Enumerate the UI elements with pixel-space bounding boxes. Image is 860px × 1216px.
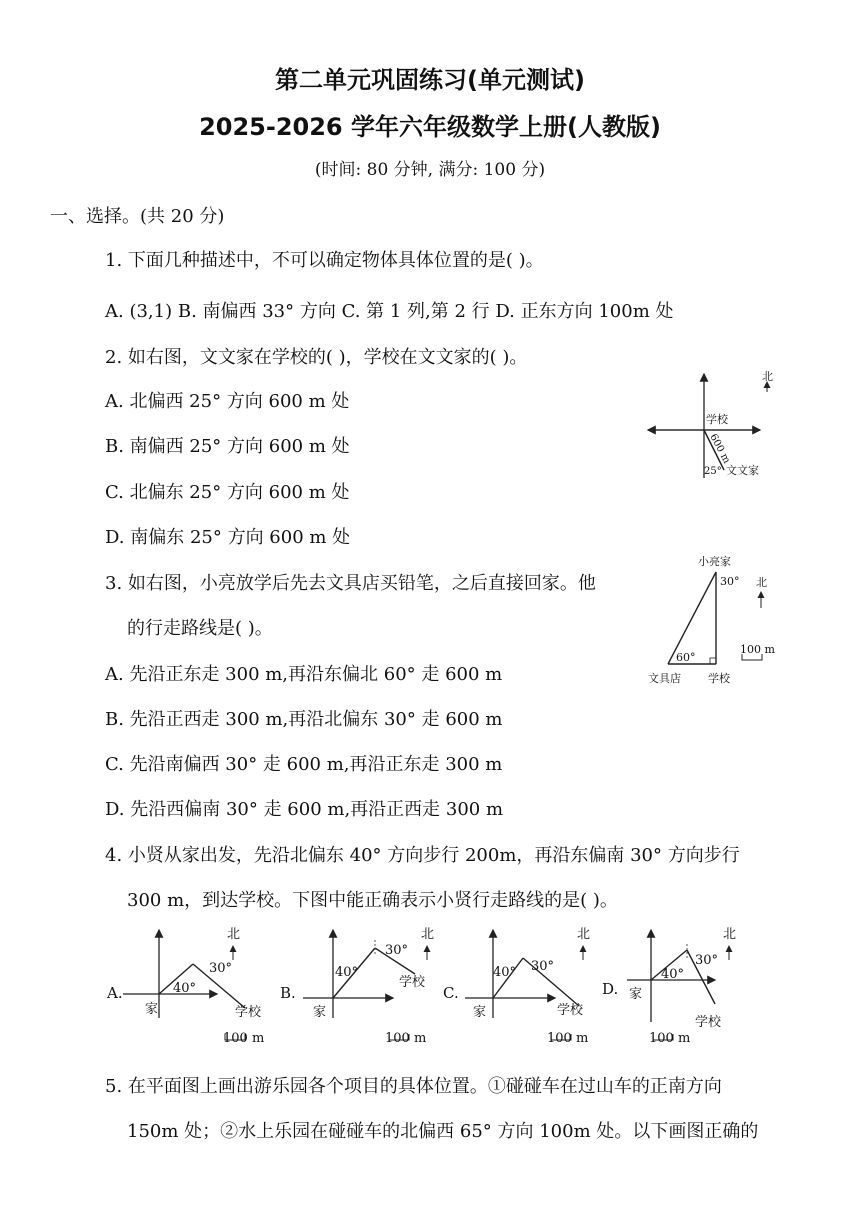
- q3-store-label: 文具店: [648, 672, 681, 685]
- svg-text:30°: 30°: [531, 959, 555, 974]
- svg-text:学校: 学校: [695, 1015, 722, 1030]
- q2-stem: 2. 如右图，文文家在学校的( )，学校在文文家的( )。: [105, 347, 528, 368]
- q2-figure: [640, 368, 790, 483]
- q3-option-a: A. 先沿正东走 300 m,再沿东偏北 60° 走 600 m: [105, 664, 503, 685]
- q3-option-d: D. 先沿西偏南 30° 走 600 m,再沿正西走 300 m: [105, 799, 504, 820]
- q4-figure-b: [280, 927, 434, 1046]
- svg-text:B.: B.: [280, 984, 296, 1002]
- svg-text:100 m: 100 m: [547, 1031, 589, 1046]
- q3-north-label: 北: [756, 576, 767, 589]
- svg-text:30°: 30°: [695, 953, 719, 968]
- q3-stem-line1: 3. 如右图，小亮放学后先去文具店买铅笔，之后直接回家。他: [105, 573, 596, 594]
- q4-figures: [95, 918, 825, 1058]
- q2-distance-label: 600 m: [707, 432, 732, 466]
- q3-scale-label: 100 m: [740, 643, 775, 656]
- svg-text:40°: 40°: [493, 965, 517, 980]
- q4-stem-line1: 4. 小贤从家出发，先沿北偏东 40° 方向步行 200m，再沿东偏南 30° 方向步行: [105, 845, 740, 866]
- q3-figure: [640, 550, 800, 690]
- svg-text:北: 北: [577, 927, 591, 942]
- q3-option-c: C. 先沿南偏西 30° 走 600 m,再沿正东走 300 m: [105, 754, 503, 775]
- svg-text:40°: 40°: [173, 981, 197, 996]
- q3-stem-line2: 的行走路线是( )。: [127, 618, 273, 639]
- q3-angle-top: 30°: [720, 575, 740, 588]
- svg-text:C.: C.: [443, 984, 459, 1002]
- q2-north-label: 北: [762, 370, 773, 383]
- svg-text:家: 家: [145, 1002, 159, 1017]
- svg-text:家: 家: [473, 1005, 487, 1020]
- svg-text:学校: 学校: [235, 1005, 262, 1020]
- svg-text:北: 北: [723, 927, 737, 942]
- svg-text:北: 北: [421, 927, 435, 942]
- svg-text:学校: 学校: [557, 1003, 584, 1018]
- q2-option-a: A. 北偏西 25° 方向 600 m 处: [105, 391, 350, 412]
- svg-text:A.: A.: [107, 984, 123, 1002]
- q4-stem-line2: 300 m，到达学校。下图中能正确表示小贤行走路线的是( )。: [127, 890, 618, 911]
- svg-text:40°: 40°: [661, 967, 685, 982]
- svg-text:30°: 30°: [385, 943, 409, 958]
- q3-option-b: B. 先沿正西走 300 m,再沿北偏东 30° 走 600 m: [105, 709, 503, 730]
- q5-stem-line1: 5. 在平面图上画出游乐园各个项目的具体位置。①碰碰车在过山车的正南方向: [105, 1076, 722, 1097]
- q3-angle-bottom: 60°: [676, 651, 696, 664]
- q4-figure-a: [106, 927, 264, 1046]
- exam-meta: (时间: 80 分钟, 满分: 100 分): [314, 160, 546, 180]
- svg-text:100 m: 100 m: [385, 1031, 427, 1046]
- section-heading: 一、选择。(共 20 分): [50, 206, 225, 227]
- q2-school-label: 学校: [706, 413, 728, 426]
- q3-home-label: 小亮家: [698, 555, 731, 568]
- svg-text:家: 家: [629, 987, 643, 1002]
- svg-text:100 m: 100 m: [223, 1031, 265, 1046]
- svg-text:100 m: 100 m: [649, 1031, 691, 1046]
- q1-options: A. (3,1) B. 南偏西 33° 方向 C. 第 1 列,第 2 行 D. 正东方向 100m 处: [105, 301, 674, 322]
- q2-angle-label: 25°: [704, 466, 722, 477]
- svg-text:家: 家: [313, 1005, 327, 1020]
- q5-stem-line2: 150m 处；②水上乐园在碰碰车的北偏西 65° 方向 100m 处。以下画图正确的: [127, 1121, 759, 1142]
- q2-option-c: C. 北偏东 25° 方向 600 m 处: [105, 482, 350, 503]
- svg-text:40°: 40°: [335, 965, 359, 980]
- svg-text:北: 北: [227, 927, 241, 942]
- q2-home-label: 文文家: [726, 464, 759, 477]
- q3-school-label: 学校: [708, 672, 730, 685]
- q4-figure-c: [443, 927, 590, 1046]
- q1-stem: 1. 下面几种描述中，不可以确定物体具体位置的是( )。: [105, 250, 544, 271]
- svg-text:学校: 学校: [399, 975, 426, 990]
- svg-text:30°: 30°: [209, 961, 233, 976]
- doc-title-line2: 2025-2026 学年六年级数学上册(人教版): [199, 113, 661, 141]
- q2-option-d: D. 南偏东 25° 方向 600 m 处: [105, 527, 351, 548]
- q2-option-b: B. 南偏西 25° 方向 600 m 处: [105, 436, 350, 457]
- doc-title-line1: 第二单元巩固练习(单元测试): [275, 66, 585, 94]
- q4-figure-d: [602, 927, 736, 1046]
- svg-text:D.: D.: [602, 980, 619, 998]
